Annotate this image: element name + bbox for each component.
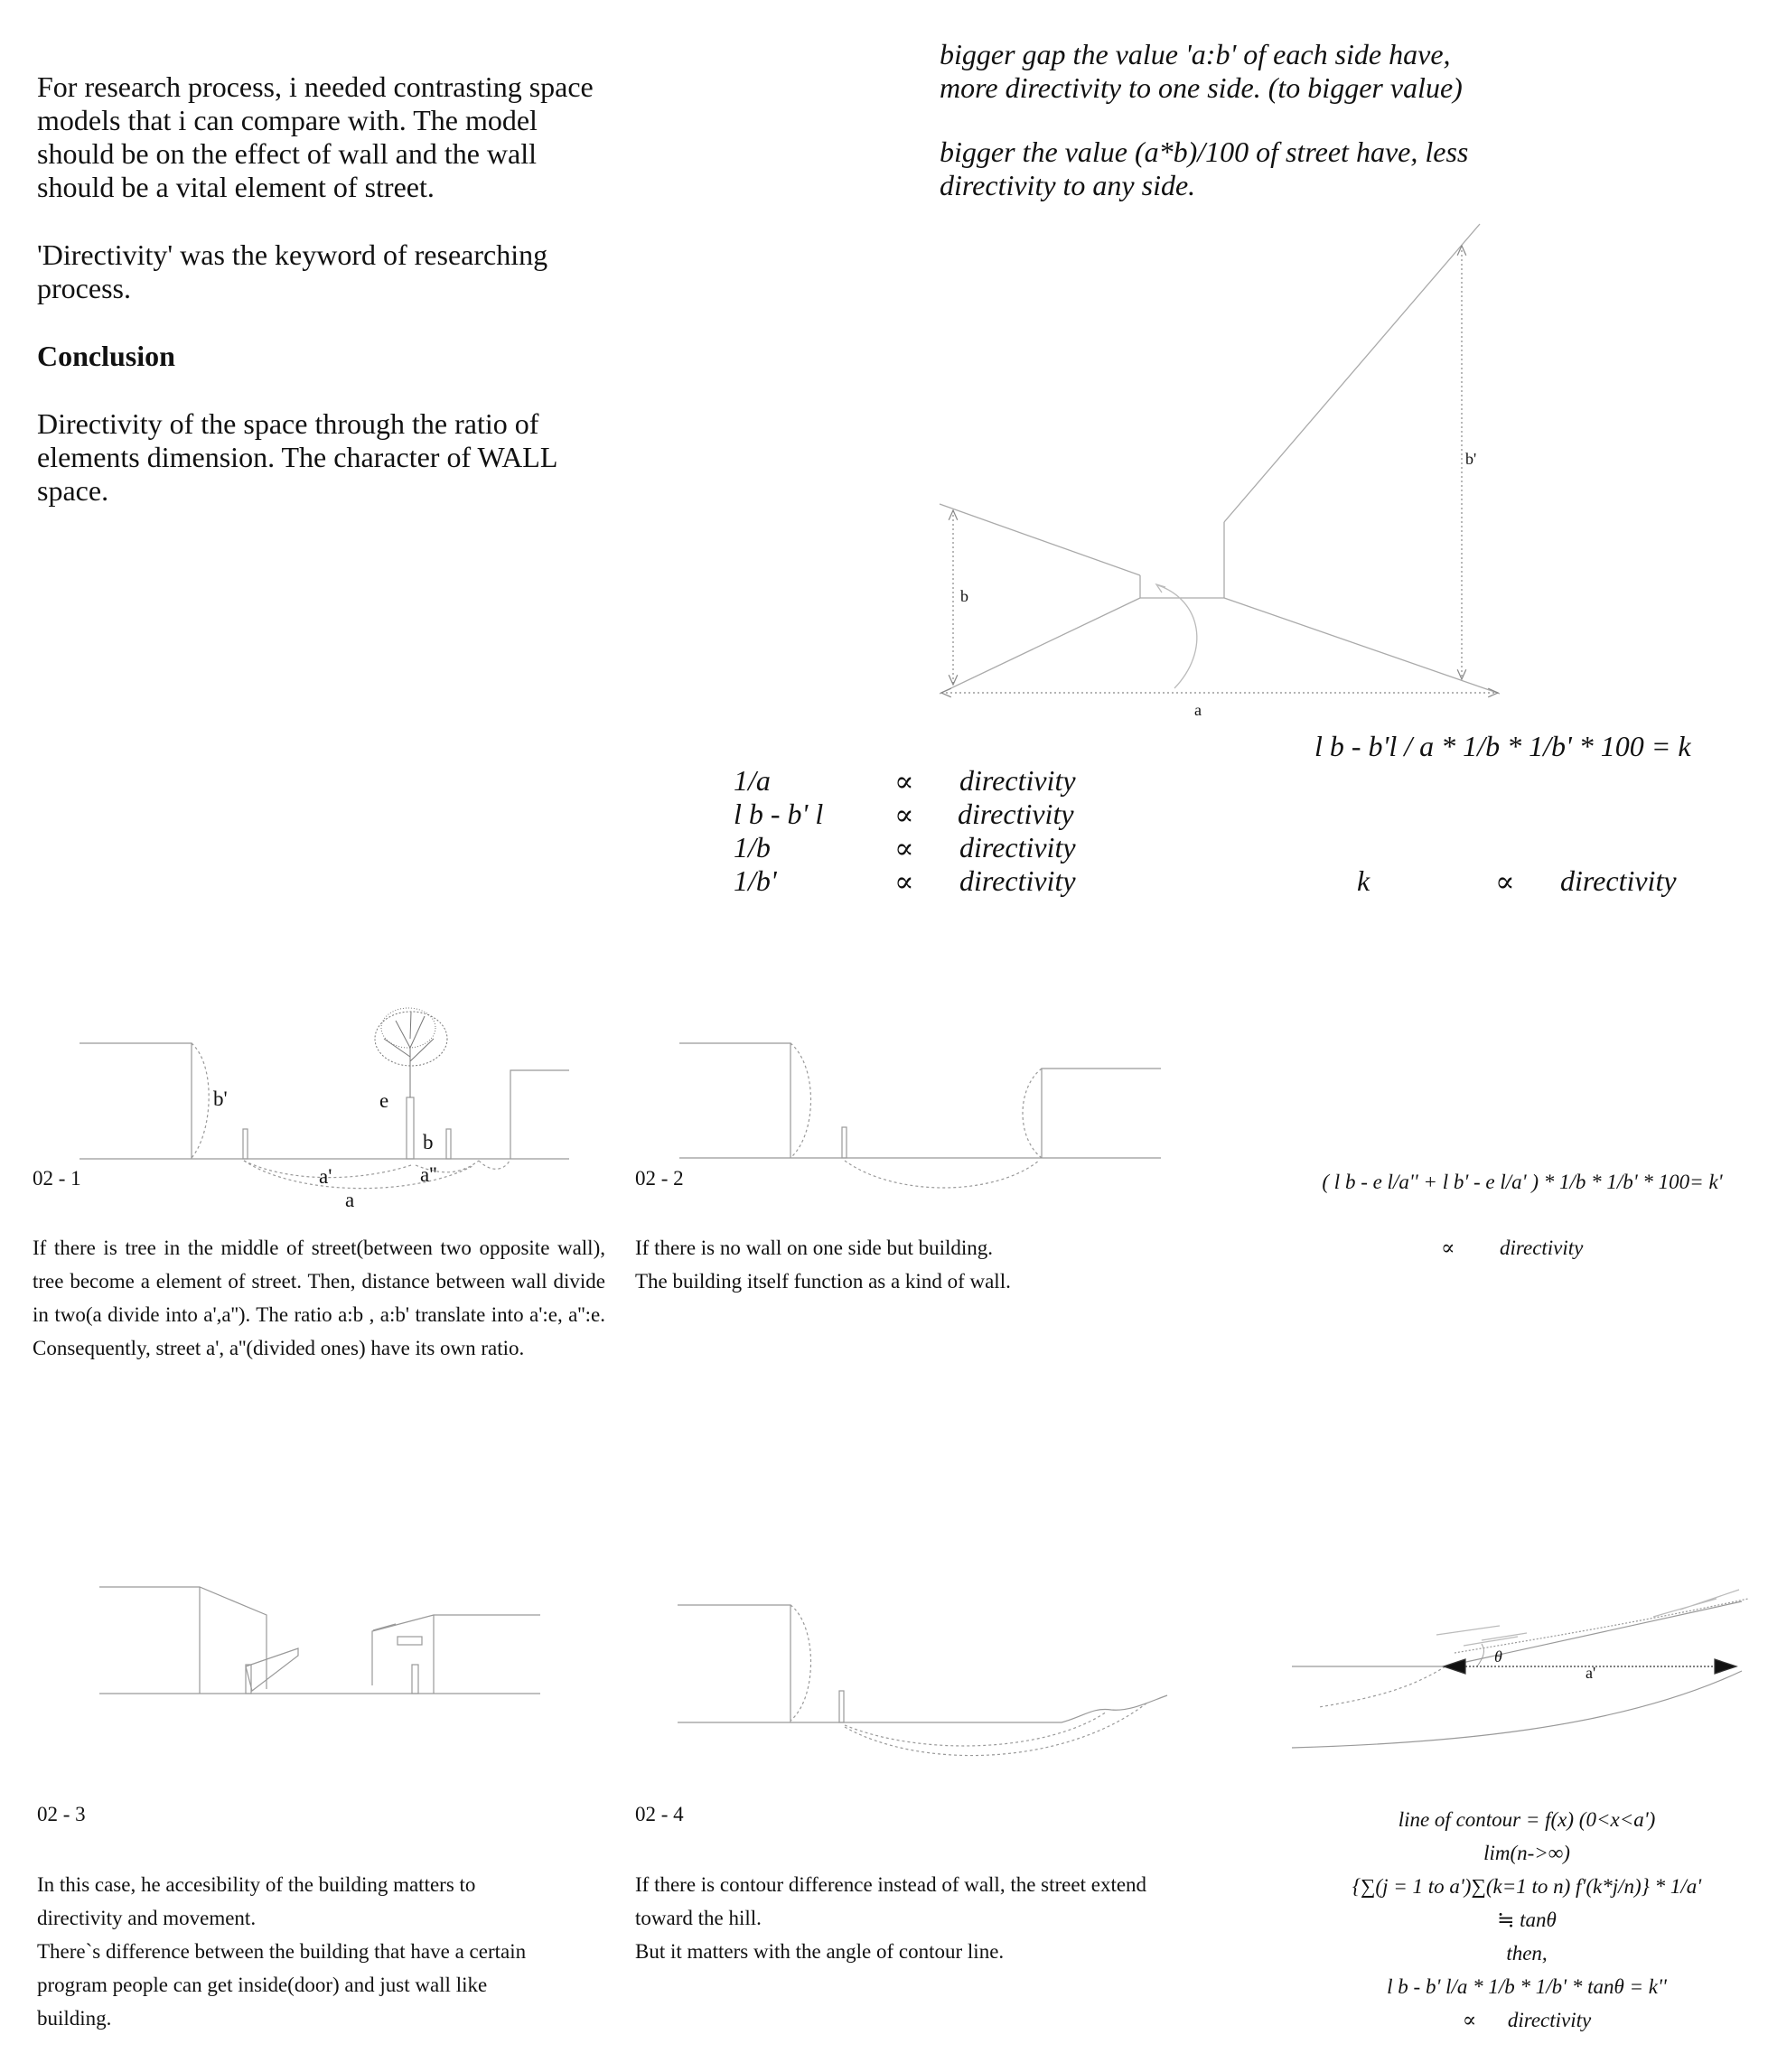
prop-k-symbol: ∝ bbox=[1495, 865, 1515, 898]
d021-label-a-double: a'' bbox=[420, 1163, 437, 1186]
prop-symbol-4: ∝ bbox=[894, 865, 914, 898]
text-02-3-line-4: program people can get inside(door) and just wall like bbox=[37, 1974, 488, 1996]
diagram-02-4-drawing bbox=[678, 1605, 1167, 1756]
prop-term-4: 1/b' bbox=[734, 864, 777, 897]
main-label-b-prime: b' bbox=[1465, 450, 1477, 468]
text-02-3-line-5: building. bbox=[37, 2007, 112, 2030]
prop-symbol-3: ∝ bbox=[894, 832, 914, 864]
formula-k-double-symbol: ∝ bbox=[1462, 2009, 1477, 2031]
tree-icon bbox=[375, 1008, 447, 1097]
prop-result-1: directivity bbox=[959, 764, 1076, 797]
prop-k-term: k bbox=[1357, 864, 1370, 897]
d021-label-b: b bbox=[423, 1131, 434, 1153]
formula-k-double-line-5: then, bbox=[1506, 1942, 1548, 1965]
contour-diagram-drawing bbox=[1292, 1590, 1748, 1748]
main-label-b: b bbox=[960, 587, 968, 605]
text-02-3 bbox=[37, 1868, 615, 2035]
text-02-3-line-2: directivity and movement. bbox=[37, 1907, 257, 1929]
formula-k-double-line-1: line of contour = f(x) (0<x<a') bbox=[1398, 1808, 1656, 1831]
d021-label-a: a bbox=[345, 1189, 355, 1211]
diagram-02-2-drawing bbox=[679, 1043, 1161, 1188]
prop-result-3: directivity bbox=[959, 831, 1076, 863]
d021-label-b-prime: b' bbox=[213, 1087, 228, 1110]
prop-symbol-1: ∝ bbox=[894, 765, 914, 798]
caption-02-3: 02 - 3 bbox=[37, 1803, 86, 1825]
formula-k-prime-result: directivity bbox=[1500, 1237, 1584, 1259]
caption-02-1: 02 - 1 bbox=[33, 1167, 81, 1190]
contour-label-theta: θ bbox=[1494, 1647, 1502, 1666]
text-02-4-line-3: But it matters with the angle of contour line. bbox=[635, 1940, 1005, 1963]
formula-k-double-line-2: lim(n->∞) bbox=[1483, 1842, 1570, 1864]
formula-k-double-line-3: {∑(j = 1 to a')∑(k=1 to n) f'(k*j/n)} * 1/a' bbox=[1352, 1875, 1702, 1898]
main-perspective-diagram bbox=[940, 224, 1500, 694]
intro-paragraph-1: For research process, i needed contrasting space models that i can compare with. The model should be on the effect of wall and the wall should be a vital element of street. bbox=[37, 70, 594, 203]
formula-k: l b - b'l / a * 1/b * 1/b' * 100 = k bbox=[1314, 730, 1691, 762]
formula-k-double-line-7 bbox=[1319, 2003, 1735, 2037]
caption-02-4: 02 - 4 bbox=[635, 1803, 684, 1825]
rule-1-line-1: bigger gap the value 'a:b' of each side have, bbox=[940, 38, 1451, 70]
prop-result-2: directivity bbox=[958, 798, 1074, 830]
caption-02-2: 02 - 2 bbox=[635, 1167, 684, 1190]
rule-2-line-2: directivity to any side. bbox=[940, 169, 1196, 201]
text-02-3-line-3: There`s difference between the building that have a certain bbox=[37, 1940, 527, 1963]
prop-term-1: 1/a bbox=[734, 764, 771, 797]
rule-2-line-1: bigger the value (a*b)/100 of street have, less bbox=[940, 135, 1469, 168]
text-02-1: If there is tree in the middle of street(between two opposite wall), tree become a element of street. Then, distance between wall divide in two(a divide into a',a''). The ratio a:b , a:b' translate into a':e, a'':e. Consequently, street a', a''(divided ones) have its own ratio. bbox=[33, 1237, 605, 1359]
prop-result-4: directivity bbox=[959, 864, 1076, 897]
formula-k-double-line-4: ≒ tanθ bbox=[1497, 1909, 1557, 1931]
prop-k-result: directivity bbox=[1560, 864, 1677, 897]
prop-term-2: l b - b' l bbox=[734, 798, 824, 830]
formula-k-double bbox=[1319, 1803, 1735, 2037]
formula-k-double-result: directivity bbox=[1507, 2009, 1592, 2031]
text-02-4-line-1: If there is contour difference instead of wall, the street extend bbox=[635, 1873, 1147, 1896]
d021-label-a-prime: a' bbox=[319, 1165, 332, 1188]
contour-label-a-prime: a' bbox=[1586, 1664, 1596, 1682]
intro-paragraph-2: 'Directivity' was the keyword of researching process. bbox=[37, 238, 548, 304]
d021-label-e: e bbox=[379, 1089, 389, 1112]
diagram-02-3-drawing bbox=[99, 1587, 540, 1694]
intro-paragraph-3: Directivity of the space through the ratio of elements dimension. The character of WALL space. bbox=[37, 407, 557, 507]
text-02-2-line-2: The building itself function as a kind of wall. bbox=[635, 1270, 1011, 1293]
formula-k-double-line-6: l b - b' l/a * 1/b * 1/b' * tanθ = k'' bbox=[1387, 1975, 1667, 1998]
main-label-a: a bbox=[1194, 701, 1202, 719]
conclusion-heading: Conclusion bbox=[37, 340, 175, 372]
prop-term-3: 1/b bbox=[734, 831, 771, 863]
prop-symbol-2: ∝ bbox=[894, 798, 914, 831]
dimension-lines bbox=[941, 246, 1498, 693]
text-02-2-line-1: If there is no wall on one side but building. bbox=[635, 1237, 994, 1259]
text-02-4-line-2: toward the hill. bbox=[635, 1907, 762, 1929]
rule-1-line-2: more directivity to one side. (to bigger value) bbox=[940, 71, 1463, 104]
formula-k-prime: ( l b - e l/a'' + l b' - e l/a' ) * 1/b * 1/b' * 100= k' bbox=[1322, 1171, 1723, 1193]
text-02-4 bbox=[635, 1868, 1231, 1968]
text-02-3-line-1: In this case, he accesibility of the building matters to bbox=[37, 1873, 476, 1896]
text-02-2 bbox=[635, 1231, 1177, 1298]
formula-k-prime-symbol: ∝ bbox=[1441, 1237, 1455, 1259]
